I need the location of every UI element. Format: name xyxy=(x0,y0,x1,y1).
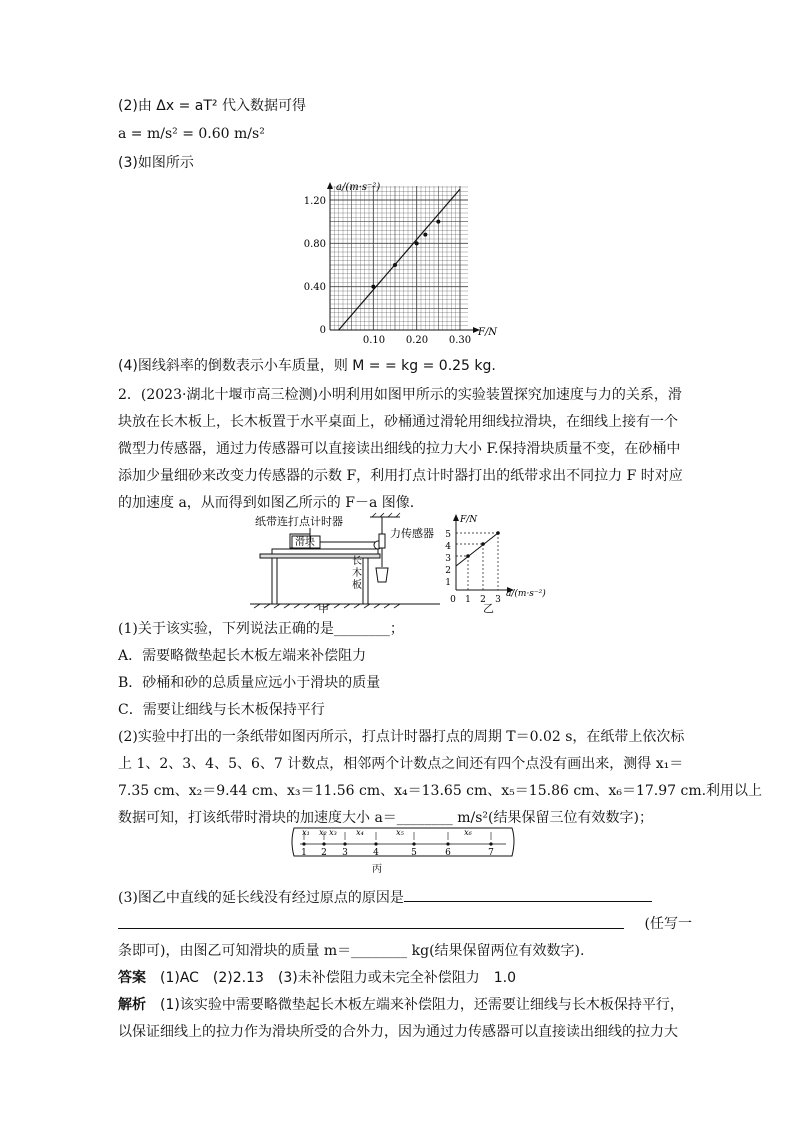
q2-sub2-line: 数据可知，打该纸带时滑块的加速度大小 a＝________ m/s²(结果保留三位有效数字)； xyxy=(118,810,653,826)
yi-ytick: 3 xyxy=(445,554,451,564)
yi-xlabel: a/(m·s⁻²) xyxy=(506,589,546,599)
table-leg-left xyxy=(272,558,277,604)
yi-point xyxy=(481,542,485,546)
data-point xyxy=(371,285,375,289)
part2-eq-prefix: a = xyxy=(118,126,147,142)
q2-sub3-text-a: (3)图乙中直线的延长线没有经过原点的原因是 xyxy=(118,890,404,906)
yi-xtick: 0 xyxy=(450,595,456,605)
q2-sub2-line: 7.35 cm、x₂＝9.44 cm、x₃＝11.56 cm、x₄＝13.65 cm、x₅＝15.86 cm、x₆＝17.97 cm.利用以上 xyxy=(118,783,763,799)
table-top xyxy=(260,554,380,558)
block-label: 滑块 xyxy=(295,537,315,548)
table-leg-right xyxy=(363,558,368,604)
tape-point-label: 1 xyxy=(301,848,307,858)
q2-line: 块放在长木板上，长木板置于水平桌面上，砂桶通过滑轮用细线拉滑块，在细线上接有一个 xyxy=(118,414,678,430)
board-label: 板 xyxy=(352,580,362,591)
tape-timer-label: 纸带连打点计时器 xyxy=(255,515,343,528)
data-point xyxy=(436,220,440,224)
tape-dot xyxy=(343,842,346,845)
yi-ytick: 2 xyxy=(445,566,451,576)
board-label: 木 xyxy=(352,568,362,579)
q2-option-b: B．砂桶和砂的总质量应远小于滑块的质量 xyxy=(118,675,381,691)
q2-sub3-line-c: 条即可)，由图乙可知滑块的质量 m＝________ kg(结果保留两位有效数字). xyxy=(118,943,585,959)
graph-a-F-xtick: 0.30 xyxy=(448,335,472,346)
graph-a-F-ytick: 1.20 xyxy=(303,196,326,207)
q2-sub1: (1)关于该实验，下列说法正确的是________； xyxy=(118,621,404,637)
tape-segment-label: x₂ xyxy=(319,828,327,837)
sand-bucket xyxy=(376,568,388,582)
tape-segment-label: x₁ xyxy=(302,828,310,837)
yi-xtick: 3 xyxy=(495,595,501,605)
graph-a-F-ylabel: a/(m·s⁻²) xyxy=(336,182,381,193)
analysis-label: 解析 xyxy=(118,997,146,1013)
yi-ytick: 4 xyxy=(445,542,451,552)
tape-dot xyxy=(446,842,449,845)
answer-line xyxy=(118,968,516,988)
data-point xyxy=(423,233,427,237)
tape-segment-label: x₅ xyxy=(396,828,404,837)
q2-sub3-text-b: (任写一 xyxy=(644,916,692,932)
q2-line: 2．(2023·湖北十堰市高三检测)小明利用如图甲所示的实验装置探究加速度与力的关系，滑 xyxy=(118,387,682,403)
part3-label: (3)如图所示 xyxy=(118,155,194,171)
q2-option-c: C．需要让细线与长木板保持平行 xyxy=(118,702,325,718)
yi-xtick: 1 xyxy=(465,595,471,605)
q2-line: 添加少量细砂来改变力传感器的示数 F，利用打点计时器打出的纸带求出不同拉力 F 时对应 xyxy=(118,468,683,484)
answer-text: (1)AC (2)2.13 (3)未补偿阻力或未完全补偿阻力 1.0 xyxy=(160,970,517,986)
graph-a-F-xtick: 0.10 xyxy=(362,335,386,346)
tape-segment-label: x₃ xyxy=(329,828,337,837)
figure-jia-caption: 甲 xyxy=(318,602,329,615)
part4-text: (4)图线斜率的倒数表示小车质量，则 M = = kg = 0.25 kg. xyxy=(118,358,496,374)
graph-a-F-xtick: 0.20 xyxy=(405,335,429,346)
tape-point-label: 5 xyxy=(411,848,417,858)
q2-sub3-blank xyxy=(404,887,652,902)
long-board xyxy=(272,549,378,554)
part2-equation xyxy=(118,124,265,144)
yi-point xyxy=(466,554,470,558)
graph-a-F-xlabel: F/N xyxy=(478,327,498,338)
part2-eq-suffix: m/s² = 0.60 m/s² xyxy=(146,126,265,142)
analysis-text-1: (1)该实验中需要略微垫起长木板左端来补偿阻力，还需要让细线与长木板保持平行， xyxy=(160,997,684,1013)
q2-sub3-line-b xyxy=(118,914,692,935)
q2-sub3-line-a xyxy=(118,887,652,908)
board-label: 长 xyxy=(352,556,362,567)
tape-point-label: 4 xyxy=(373,848,379,858)
tape-dot xyxy=(302,842,305,845)
figure-jia-apparatus xyxy=(250,512,440,614)
yi-point xyxy=(496,531,500,535)
q2-line: 的加速度 a，从而得到如图乙所示的 F－a 图像. xyxy=(118,495,415,511)
analysis-line xyxy=(118,995,684,1015)
tape-dot xyxy=(412,842,415,845)
analysis-text-2: 以保证细线上的拉力作为滑块所受的合外力，因为通过力传感器可以直接读出细线的拉力大 xyxy=(118,1024,678,1040)
graph-a-F-yarrow xyxy=(327,182,333,189)
graph-a-F-ytick: 0.80 xyxy=(303,239,326,250)
force-sensor-label: 力传感器 xyxy=(390,527,434,540)
figure-yi-graph xyxy=(440,512,570,612)
figure-bing-tape xyxy=(290,826,520,878)
yi-ylabel: F/N xyxy=(460,515,478,525)
data-point xyxy=(393,263,397,267)
tape-segment-label: x₄ xyxy=(356,828,364,837)
tape-dot xyxy=(322,842,325,845)
q2-sub2-line: 上 1、2、3、4、5、6、7 计数点，相邻两个计数点之间还有四个点没有画出来，测得 x₁＝ xyxy=(118,756,684,772)
tape-point-label: 7 xyxy=(488,848,494,858)
data-point xyxy=(415,241,419,245)
yi-fit-line xyxy=(456,533,498,566)
graph-a-F-ytick: 0.40 xyxy=(303,282,326,293)
tape-dot xyxy=(489,842,492,845)
tape-point-label: 6 xyxy=(445,848,451,858)
q2-line: 微型力传感器，通过力传感器可以直接读出细线的拉力大小 F.保持滑块质量不变，在砂桶中 xyxy=(118,441,681,457)
answer-label: 答案 xyxy=(118,970,146,986)
graph-a-F-ytick: 0 xyxy=(319,325,326,336)
ceiling-hatch xyxy=(372,513,400,517)
tape-point-label: 2 xyxy=(321,848,327,858)
q2-sub2-line: (2)实验中打出的一条纸带如图丙所示，打点计时器打点的周期 T＝0.02 s，在纸带上依次标 xyxy=(118,729,685,745)
figure-bing-caption: 丙 xyxy=(372,864,382,875)
yi-ytick: 5 xyxy=(445,530,451,540)
yi-yarrow xyxy=(453,514,459,521)
figure-yi-caption: 乙 xyxy=(483,602,494,615)
graph-a-F-grid xyxy=(330,186,468,330)
tape-segment-label: x₆ xyxy=(464,828,472,837)
q2-option-a: A．需要略微垫起长木板左端来补偿阻力 xyxy=(118,648,367,664)
yi-xtick: 2 xyxy=(480,595,486,605)
graph-a-F xyxy=(300,178,520,350)
force-sensor xyxy=(379,534,385,548)
part2-label: (2)由 Δx = aT² 代入数据可得 xyxy=(118,98,306,114)
tape-point-label: 3 xyxy=(342,848,348,858)
tape-dot xyxy=(374,842,377,845)
q2-sub3-blank-long xyxy=(118,914,624,929)
yi-ytick: 1 xyxy=(445,578,451,588)
